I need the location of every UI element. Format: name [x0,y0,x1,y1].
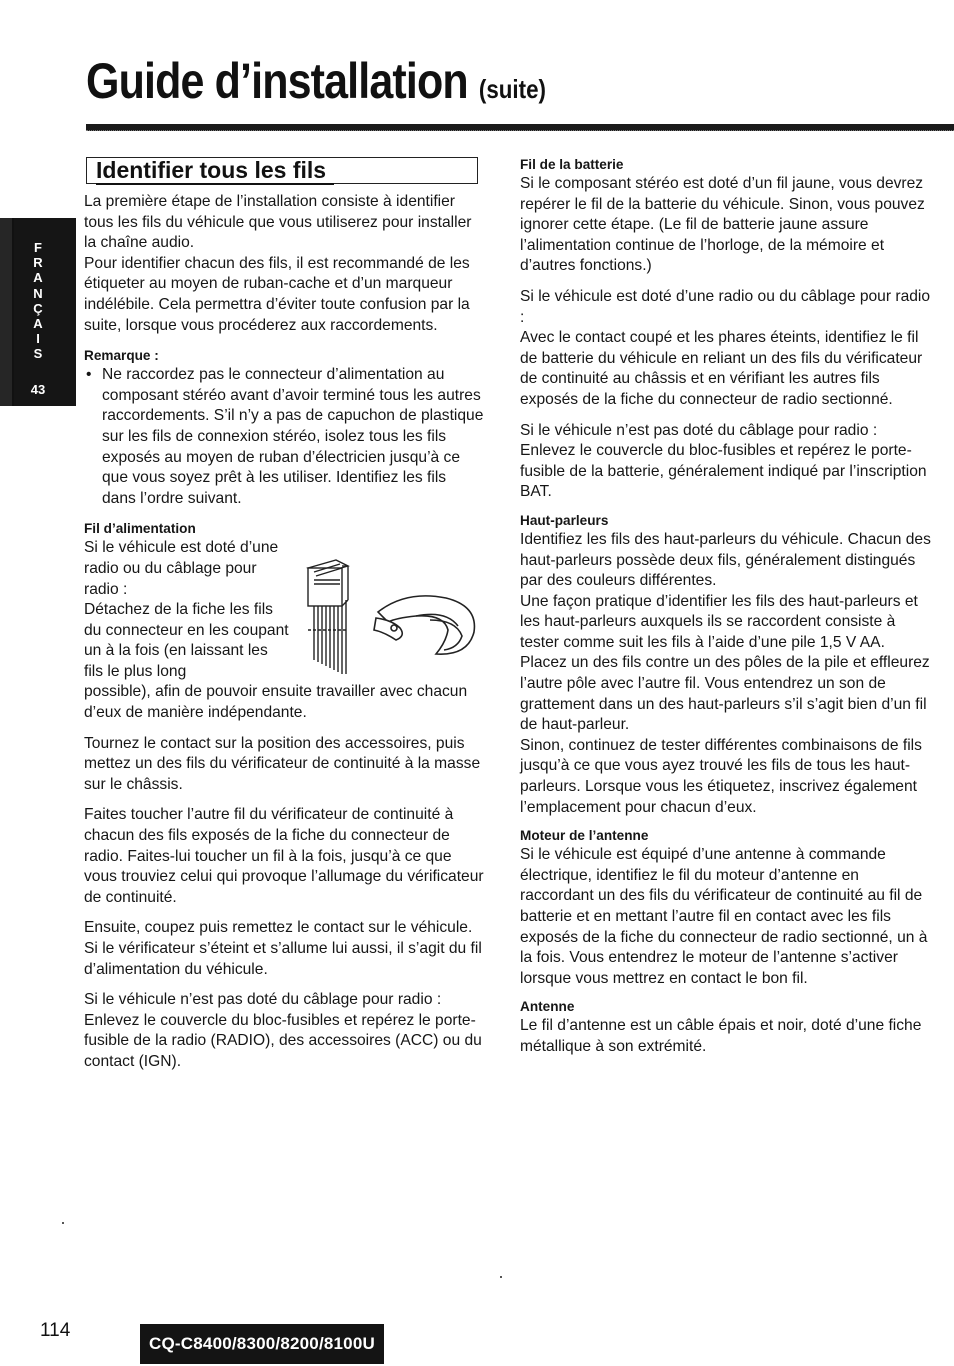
scan-speck [62,1222,64,1224]
batterie-paragraph: Si le véhicule est doté d’une radio ou du câblage pour radio : [520,287,931,326]
intro-paragraph: La première étape de l’installation consiste à identifier tous les fils du véhicule que vous utiliserez pour installer la chaîne audio. [84,193,472,252]
page-title-suffix: (suite) [478,74,546,104]
header-rule [86,124,954,131]
alimentation-text: possible), afin de pouvoir ensuite travailler avec chacun d’eux de manière indépendante. [84,683,468,722]
body-paragraph: Si le véhicule n’est pas doté du câblage pour radio : Enlevez le couvercle du bloc-fusibles et repérez le porte-fusible de la radio (RADIO), des accessoires (ACC) ou du contact (IGN). [84,991,482,1070]
wire-cutter-icon [374,596,474,654]
section-title-underline [96,183,334,185]
model-badge: CQ-C8400/8300/8200/8100U [140,1324,384,1364]
language-letter: N [33,285,43,301]
moteur-antenne-paragraph: Si le véhicule est équipé d’une antenne à commande électrique, identifiez le fil du moteur d’antenne en raccordant un des fils du vérificateur de continuité au fil de batterie et en mettant l’autre fil en contact avec les fils exposés de la fiche du connecteur de radio sectionné, un à la fois. Vous entendrez le moteur de l’antenne s’activer lorsque vous mettrez en contact le bon fil. [520,846,928,987]
connector-plug-icon [308,560,348,674]
language-letter: S [33,346,43,362]
language-tab [0,218,76,406]
batterie-paragraph: Si le véhicule n’est pas doté du câblage pour radio : Enlevez le couvercle du bloc-fusibles et repérez le porte-fusible de la batterie, généralement indiqué par l’inscription BAT. [520,421,927,501]
remarque-item [84,365,484,509]
language-letter: R [33,255,43,271]
alimentation-wrapped-text [84,538,289,682]
body-paragraph: Faites toucher l’autre fil du vérificateur de continuité à chacun des fils exposés de la fiche du connecteur de radio. Faites-lui toucher un fil à la fois, jusqu’à ce que vous trouviez celui qui provoque l’allumage du vérificateur de continuité. [84,806,484,906]
batterie-paragraph: Si le composant stéréo est doté d’un fil jaune, vous devrez repérer le fil de la batterie du véhicule. Sinon, vous pouvez ignorer cette étape. (Le fil de batterie jaune assure l’alimentation continue de l’horloge, de la mémoire et d’autres fonctions.) [520,175,925,275]
language-letter: I [36,331,40,347]
page-number: 114 [40,1320,71,1341]
language-letters [26,240,50,362]
batterie-heading: Fil de la batterie [520,157,624,172]
body-paragraph: Ensuite, coupez puis remettez le contact sur le véhicule. Si le vérificateur s’éteint et s’allume lui aussi, il s’agit du fil d’alimentation du véhicule. [84,919,482,978]
language-letter: A [33,316,43,332]
alimentation-heading: Fil d’alimentation [84,521,196,537]
moteur-antenne-heading: Moteur de l’antenne [520,828,649,844]
remarque-text: Ne raccordez pas le connecteur d’alimentation au composant stéréo avant d’avoir terminé tous les autres raccordements. S’il n’y a pas de capuchon de plastique sur les fils de connexion stéréo, isolez tous les fils exposés au moyen de ruban d’électricien jusqu’à ce que vous soyez prêt à les utiliser. Identifiez les fils dans l’ordre suivant. [102,366,484,507]
language-letter: Ç [33,300,43,316]
haut-parleurs-paragraph: Sinon, continuez de tester différentes combinaisons de fils jusqu’à ce que vous ayez trouvé les fils de tous les haut-parleurs. Lorsque vous les étiquetez, inscrivez également l’emplacement pour chacun d’eux. [520,736,922,816]
alimentation-text: Détachez de la fiche les fils du connecteur en les coupant un à la fois (en laissant les fils le plus long [84,601,289,680]
intro-paragraph: Pour identifier chacun des fils, il est recommandé de les étiqueter au moyen de ruban-cache et d’un marqueur indélébile. Cela permettra d’éviter toute confusion par la suite, lorsque vous procéderez aux raccordements. [84,254,470,334]
batterie-paragraph: Avec le contact coupé et les phares éteints, identifiez le fil de batterie du véhicule en reliant un des fils du vérificateur de continuité au châssis et en vérifiant les autres fils exposés de la fiche du connecteur de radio sectionné. [520,329,923,408]
language-letter: A [33,270,43,286]
right-column [520,155,932,1058]
alimentation-text: Si le véhicule est doté d’une radio ou du câblage pour radio : [84,539,279,598]
body-paragraph: Tournez le contact sur la position des accessoires, puis mettez un des fils du vérificateur de continuité à la masse sur le châssis. [84,734,481,793]
haut-parleurs-paragraph: Identifiez les fils des haut-parleurs du véhicule. Chacun des haut-parleurs possède deux fils, généralement distingués par des couleurs différentes. [520,530,931,590]
antenne-paragraph: Le fil d’antenne est un câble épais et noir, doté d’une fiche métallique à son extrémité. [520,1017,922,1055]
antenne-heading: Antenne [520,999,575,1015]
scan-speck [500,1276,502,1278]
haut-parleurs-paragraph: Une façon pratique d’identifier les fils des haut-parleurs et les haut-parleurs auxquels ils se raccordent consiste à tester comme suit les fils à l’aide d’une pile 1,5 V AA. Placez un des fils contre un des pôles de la pile et effleurez l’autre pôle avec l’autre fil. Vous entendrez un son de grattement dans un des haut-parleurs s’il s’agit bien d’un fil de haut-parleur. [520,592,930,734]
connector-illustration-svg [296,550,486,680]
language-tab-edge [0,218,14,406]
bullet-icon: • [86,366,92,384]
chapter-number: 43 [30,382,46,397]
page-title: Guide d’installation (suite) [86,53,546,109]
language-letter: F [34,240,42,255]
haut-parleurs-heading: Haut-parleurs [520,512,609,528]
remarque-heading: Remarque : [84,348,159,364]
section-title: Identifier tous les fils [96,157,327,183]
connector-cutter-illustration [296,550,486,680]
